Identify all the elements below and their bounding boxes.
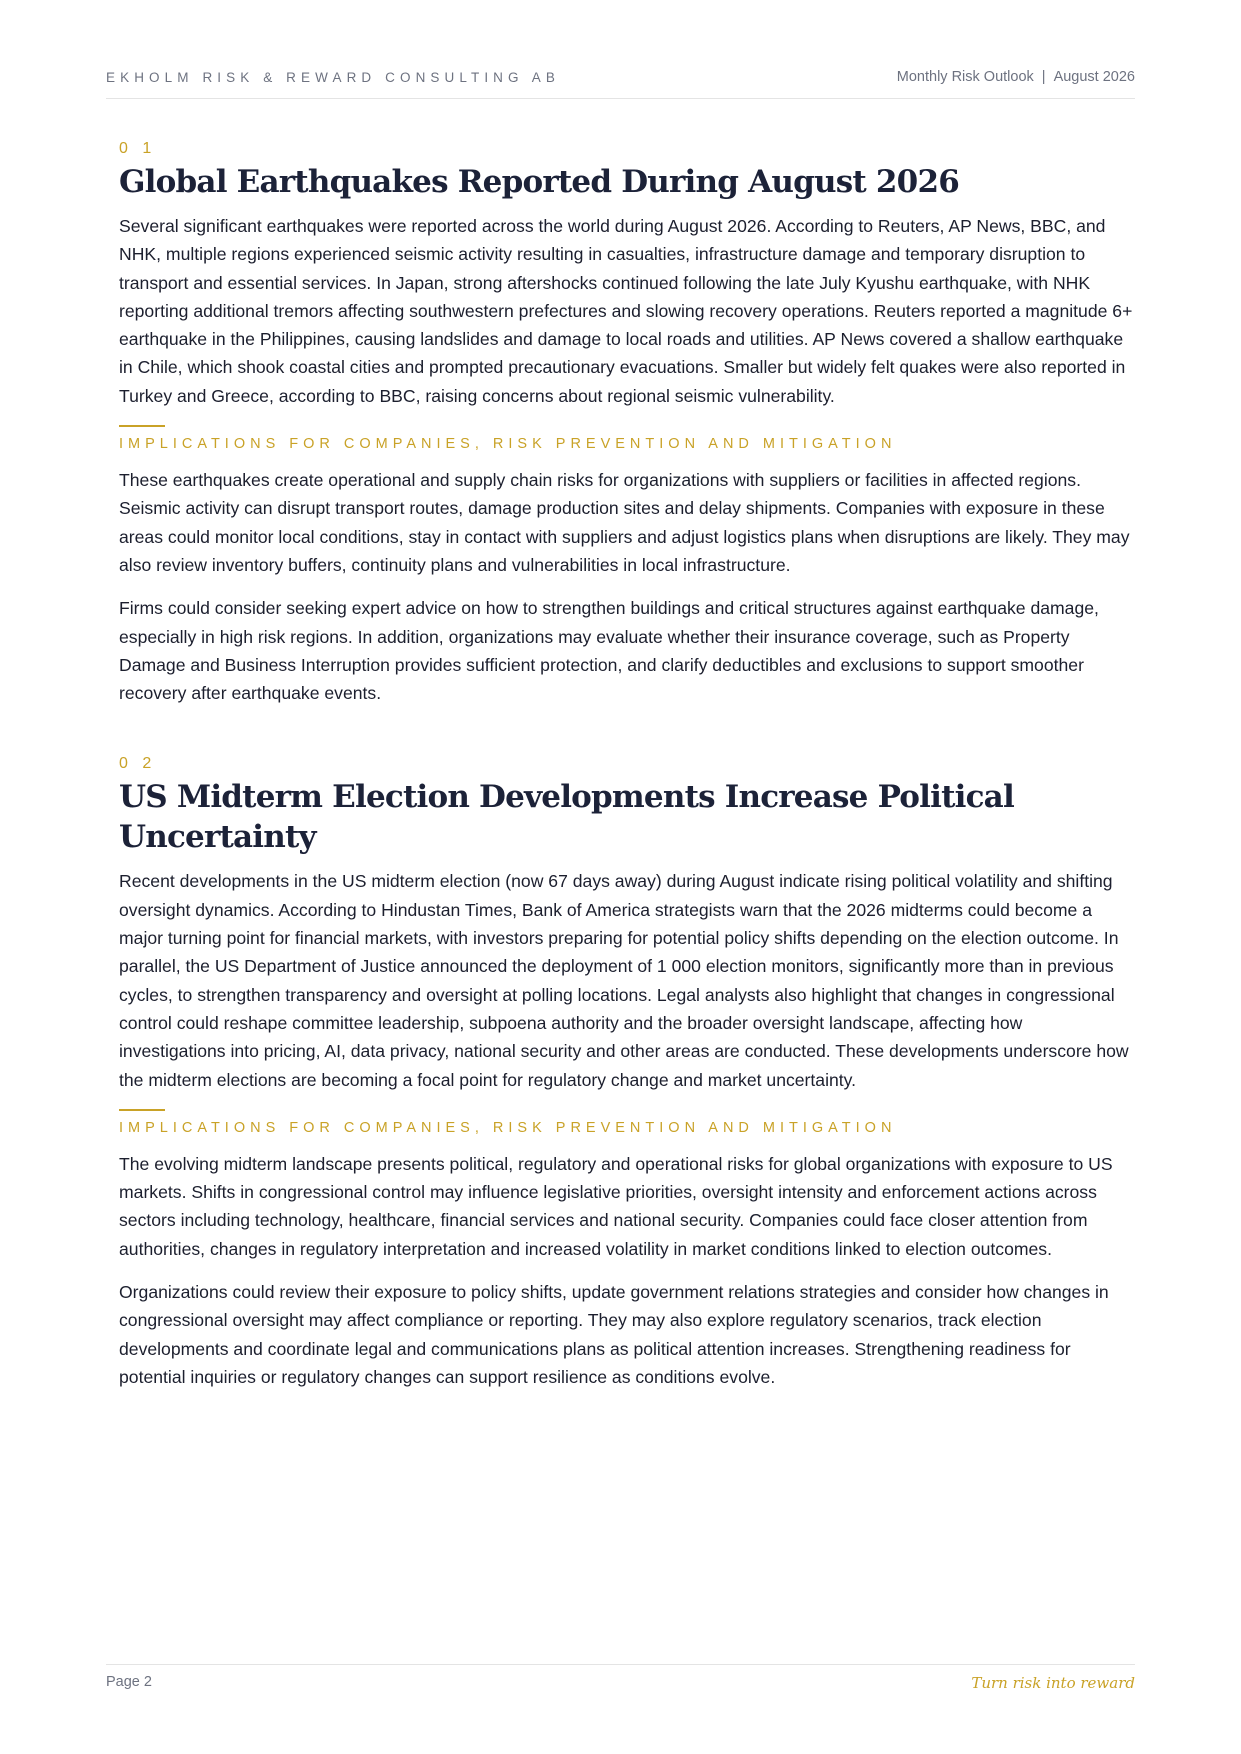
section-body: Several significant earthquakes were reported across the world during August 2026. According to Reuters, AP News, BBC, and NHK, multiple regions experienced seismic activity resulting in casualties, infrastructure damage and temporary disruption to transport and essential services. In Japan, strong aftershocks continued following the late July Kyushu earthquake, with NHK reporting additional tremors affecting southwestern prefectures and slowing recovery operations. Reuters reported a magnitude 6+ earthquake in the Philippines, causing landslides and damage to local roads and utilities. AP News covered a shallow earthquake in Chile, which shook coastal cities and prompted precautionary evacuations. Smaller but widely felt quakes were also reported in Turkey and Greece, according to BBC, raising concerns about regional seismic vulnerability. (119, 216, 1133, 406)
implications-heading: IMPLICATIONS FOR COMPANIES, RISK PREVENTION AND MITIGATION (119, 1119, 897, 1136)
page-footer (106, 1664, 1135, 1692)
implications-paragraph: The evolving midterm landscape presents political, regulatory and operational risks for global organizations with exposure to US markets. Shifts in congressional control may influence legislative priorities, oversight intensity and enforcement actions across sectors including technology, healthcare, financial services and national security. Companies could face closer attention from authorities, changes in regulatory interpretation and increased volatility in market conditions linked to election outcomes. (119, 1153, 1113, 1259)
company-name: EKHOLM RISK & REWARD CONSULTING AB (106, 70, 560, 85)
publication-date: August 2026 (1053, 69, 1135, 85)
section-earthquakes (119, 140, 1133, 707)
implications-heading: IMPLICATIONS FOR COMPANIES, RISK PREVENTION AND MITIGATION (119, 436, 897, 453)
implications-paragraph: These earthquakes create operational and supply chain risks for organizations with suppliers or facilities in affected regions. Seismic activity can disrupt transport routes, damage production sites and delay shipments. Companies with exposure in these areas could monitor local conditions, stay in contact with suppliers and adjust logistics plans when disruptions are likely. They may also review inventory buffers, continuity plans and vulnerabilities in local infrastructure. (119, 470, 1130, 575)
implications-paragraph: Firms could consider seeking expert advice on how to strengthen buildings and critical structures against earthquake damage, especially in high risk regions. In addition, organizations may evaluate whether their insurance coverage, such as Property Damage and Business Interruption provides sufficient protection, and clarify deductibles and exclusions to support smoother recovery after earthquake events. (119, 598, 1099, 704)
page-number: Page 2 (106, 1674, 152, 1690)
footer-tagline: Turn risk into reward (971, 1674, 1135, 1692)
accent-rule (119, 1109, 165, 1111)
main-content (119, 140, 1133, 1406)
page-header (106, 60, 1135, 99)
publication-info (897, 69, 1135, 85)
section-number: 0 2 (119, 755, 157, 773)
section-midterm-election (119, 755, 1133, 1391)
implications-paragraph: Organizations could review their exposure to policy shifts, update government relations strategies and consider how changes in congressional oversight may affect compliance or reporting. They may also explore regulatory scenarios, track election developments and coordinate legal and communications plans as political attention increases. Strengthening readiness for potential inquiries or regulatory changes can support resilience as conditions evolve. (119, 1282, 1109, 1387)
accent-rule (119, 425, 165, 427)
section-body: Recent developments in the US midterm election (now 67 days away) during August indicate rising political volatility and shifting oversight dynamics. According to Hindustan Times, Bank of America strategists warn that the 2026 midterms could become a major turning point for financial markets, with investors preparing for potential policy shifts depending on the election outcome. In parallel, the US Department of Justice announced the deployment of 1 000 election monitors, significantly more than in previous cycles, to strengthen transparency and oversight at polling locations. Legal analysts also highlight that changes in congressional control could reshape committee leadership, subpoena authority and the broader oversight landscape, affecting how investigations into pricing, AI, data privacy, national security and other areas are conducted. These developments underscore how the midterm elections are becoming a focal point for regulatory change and market uncertainty. (119, 871, 1129, 1090)
section-title: Global Earthquakes Reported During August 2026 (119, 164, 959, 200)
section-number: 0 1 (119, 140, 157, 157)
publication-title: Monthly Risk Outlook (896, 69, 1034, 85)
header-separator: | (1041, 69, 1046, 85)
section-title: US Midterm Election Developments Increase Political Uncertainty (119, 779, 1014, 856)
